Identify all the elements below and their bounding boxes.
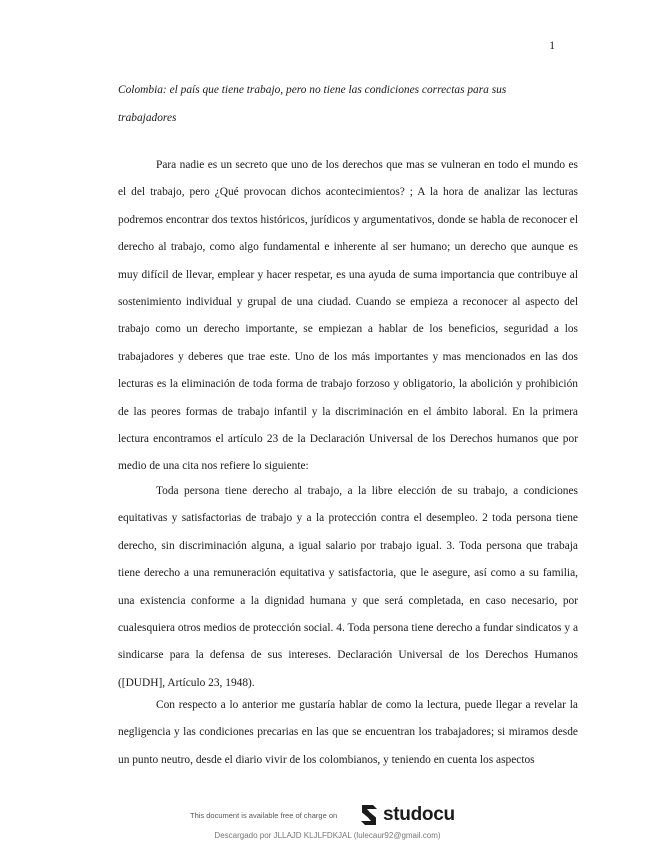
studocu-logo[interactable]	[358, 802, 455, 828]
available-free-text: This document is available free of charge on	[190, 811, 338, 820]
downloaded-by-text: Descargado por JLLAJD KLJLFDKJAL (lulecaur92@gmail.com)	[214, 831, 441, 840]
studocu-logo-icon	[358, 803, 380, 827]
block-quote-article-23: Toda persona tiene derecho al trabajo, a la libre elección de su trabajo, a condiciones equitativas y satisfactorias de trabajo y a la protección contra el desempleo. 2 toda persona tiene derecho, sin discriminación alguna, a igual salario por trabajo igual. 3. Toda persona que trabaja tiene derecho a una remuneración equitativa y satisfactoria, que le asegure, así como a su familia, una existencia conforme a la dignidad humana y que será completada, en caso necesario, por cualesquiera otros medios de protección social. 4. Toda persona tiene derecho a fundar sindicatos y a sindicarse para la defensa de sus intereses. Declaración Universal de los Derechos Humanos ([DUDH], Artículo 23, 1948).	[118, 485, 578, 689]
page-number: 1	[549, 40, 555, 52]
paragraph-intro: Para nadie es un secreto que uno de los derechos que mas se vulneran en todo el mundo es el del trabajo, pero ¿Qué provocan dichos acontecimientos? ; A la hora de analizar las lecturas podremos encontrar dos textos históricos, jurídicos y argumentativos, donde se habla de reconocer el derecho al trabajo, como algo fundamental e inherente al ser humano; un derecho que aunque es muy difícil de llevar, emplear y hacer respetar, es una ayuda de suma importancia que contribuye al sostenimiento individual y grupal de una ciudad. Cuando se empieza a reconocer al aspecto del trabajo como un derecho importante, se empiezan a hablar de los beneficios, seguridad a los trabajadores y deberes que trae este. Uno de los más importantes y mas mencionados en las dos lecturas es la eliminación de toda forma de trabajo forzoso y obligatorio, la abolición y prohibición de las peores formas de trabajo infantil y la discriminación en el ámbito laboral. En la primera lectura encontramos el artículo 23 de la Declaración Universal de los Derechos humanos que por medio de una cita nos refiere lo siguiente:	[118, 159, 578, 473]
paragraph-analysis: Con respecto a lo anterior me gustaría hablar de como la lectura, puede llegar a revelar la negligencia y las condiciones precarias en las que se encuentran los trabajadores; si miramos desde un punto neutro, desde el diario vivir de los colombianos, y teniendo en cuenta los aspectos	[118, 699, 578, 766]
page-footer	[0, 800, 655, 848]
studocu-banner[interactable]	[0, 802, 655, 830]
studocu-logo-text: studocu	[383, 804, 455, 825]
document-title: Colombia: el país que tiene trabajo, pero no tiene las condiciones correctas para sus trabajadores	[118, 84, 507, 124]
